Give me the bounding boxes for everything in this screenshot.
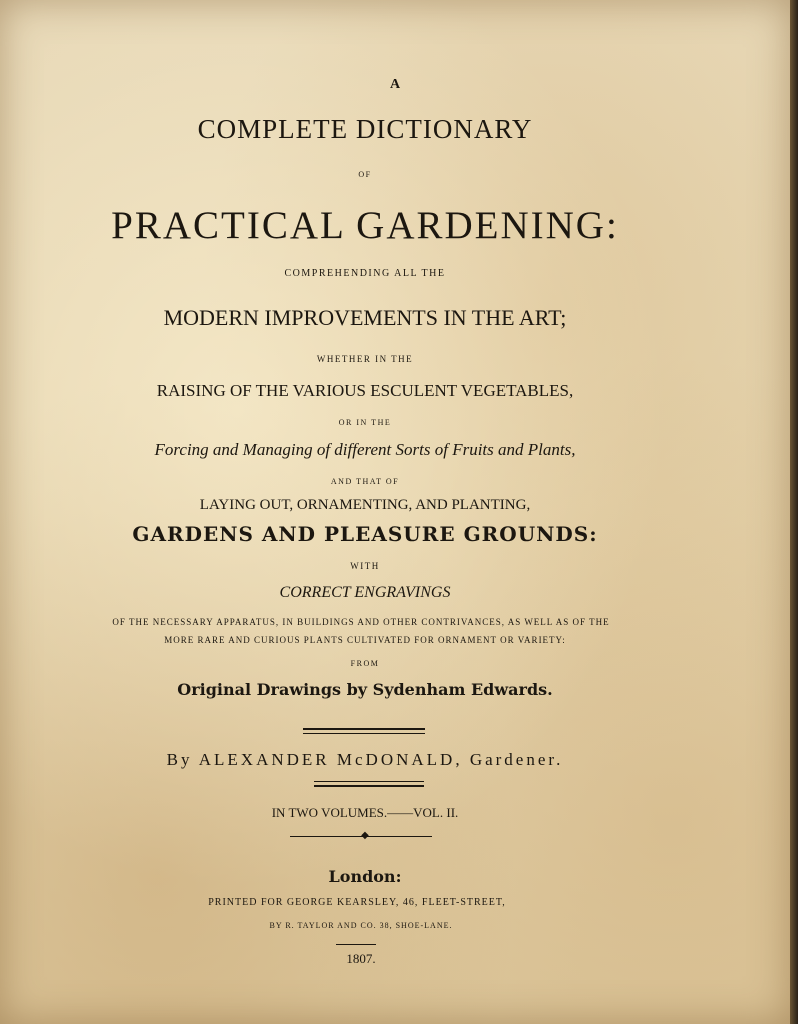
article-a: A: [389, 77, 401, 92]
whether-line: WHETHER IN THE: [316, 354, 414, 364]
of-line: OF: [358, 170, 372, 179]
raising-line: RAISING OF THE VARIOUS ESCULENT VEGETABLES,: [156, 381, 574, 400]
modern-improvements-line: MODERN IMPROVEMENTS IN THE ART;: [163, 305, 567, 330]
london-line: London:: [328, 867, 402, 886]
or-in-the-line: OR IN THE: [338, 418, 392, 427]
and-that-of-line: AND THAT OF: [330, 477, 400, 486]
book-edge: [790, 0, 798, 1024]
title-line-1: COMPLETE DICTIONARY: [197, 114, 533, 144]
double-rule-top-1: [303, 728, 425, 730]
laying-out-line: LAYING OUT, ORNAMENTING, AND PLANTING,: [199, 497, 531, 513]
comprehending-line: COMPREHENDING ALL THE: [284, 268, 446, 279]
year-line: 1807.: [346, 951, 376, 966]
double-rule-mid-2: [314, 785, 424, 787]
engravings-line: CORRECT ENGRAVINGS: [279, 584, 451, 601]
with-line: WITH: [350, 561, 380, 571]
forcing-line: Forcing and Managing of different Sorts of Fruits and Plants,: [154, 440, 576, 459]
gardens-line: GARDENS AND PLEASURE GROUNDS:: [132, 522, 598, 546]
from-line: FROM: [350, 659, 380, 668]
author-line: By ALEXANDER McDONALD, Gardener.: [166, 750, 564, 769]
printed-for-line: PRINTED FOR GEORGE KEARSLEY, 46, FLEET-STREET,: [208, 897, 506, 908]
printer-line: BY R. TAYLOR AND CO. 38, SHOE-LANE.: [269, 921, 453, 930]
drawings-line: Original Drawings by Sydenham Edwards.: [177, 680, 553, 699]
apparatus-line-2: MORE RARE AND CURIOUS PLANTS CULTIVATED FOR ORNAMENT OR VARIETY:: [164, 635, 566, 645]
double-rule-top-2: [303, 733, 425, 734]
ornament-diamond: ◆: [361, 830, 369, 841]
volumes-line: IN TWO VOLUMES.——VOL. II.: [271, 805, 459, 820]
short-rule: [336, 944, 376, 945]
apparatus-line-1: OF THE NECESSARY APPARATUS, IN BUILDINGS AND OTHER CONTRIVANCES, AS WELL AS OF THE: [112, 617, 610, 627]
double-rule-mid-1: [314, 781, 424, 782]
title-line-2: PRACTICAL GARDENING:: [111, 204, 619, 247]
